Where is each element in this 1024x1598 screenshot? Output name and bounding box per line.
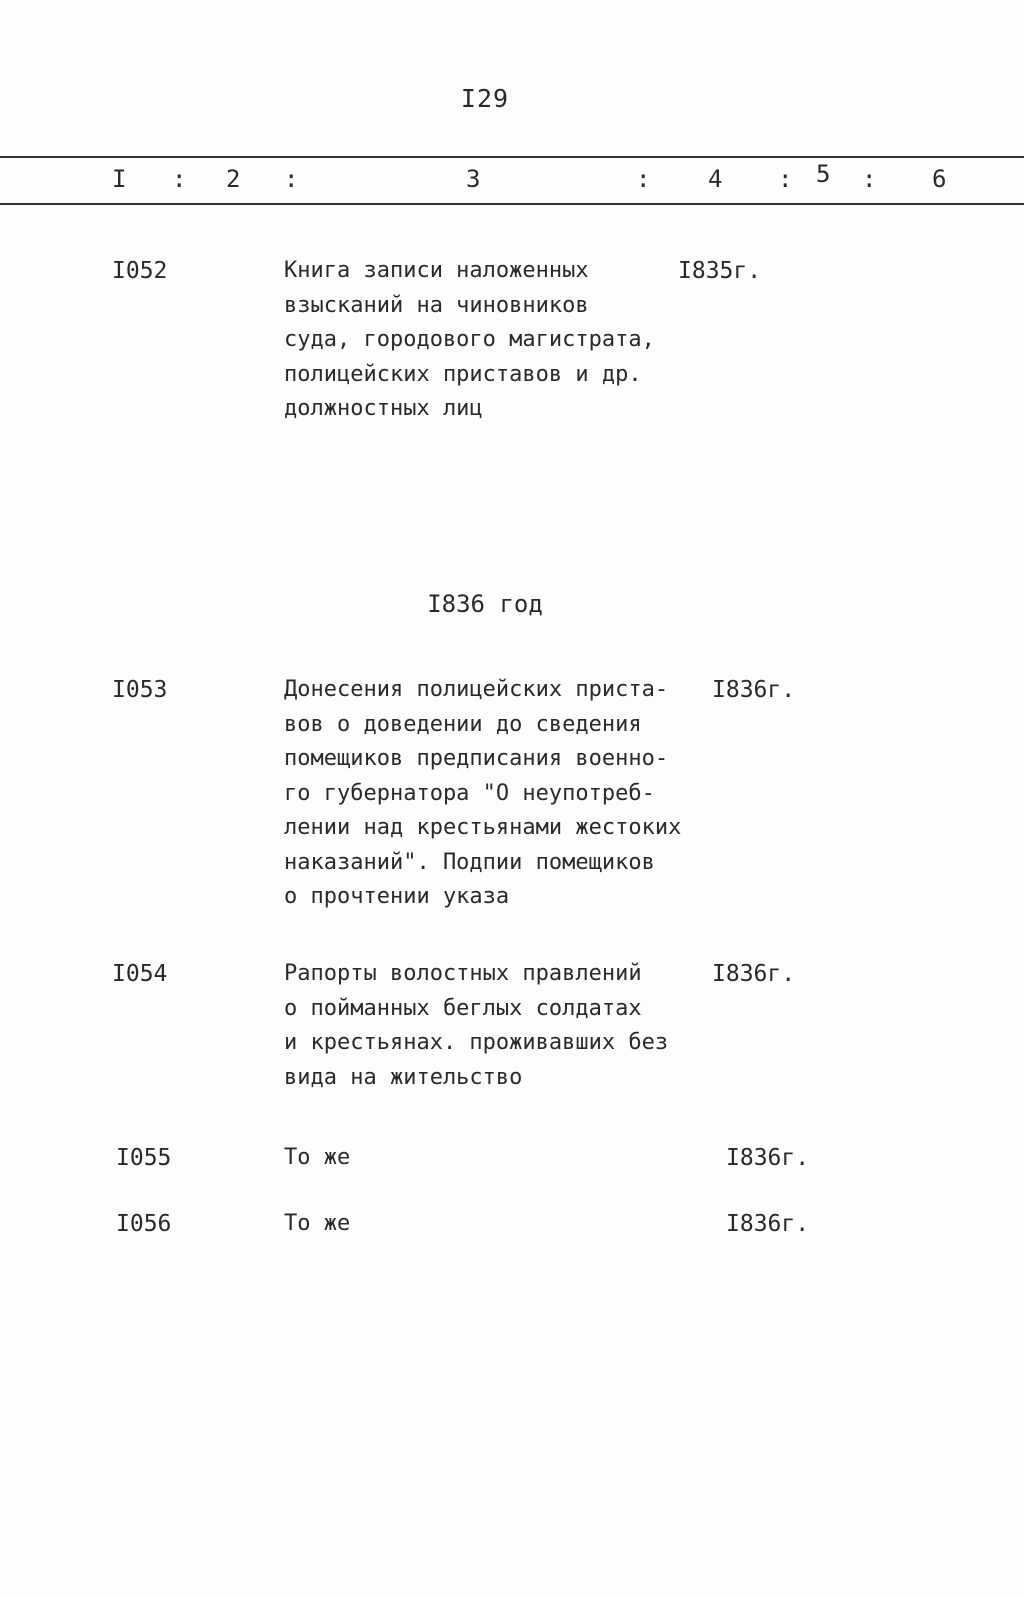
entry-number: I055 xyxy=(116,1145,172,1171)
column-header-1: I xyxy=(112,165,127,193)
entry-number: I056 xyxy=(116,1211,172,1237)
table-header-top-rule xyxy=(0,156,1024,158)
entry-number: I053 xyxy=(112,677,168,703)
entry-year: I835г. xyxy=(678,258,762,284)
entry-description: То же xyxy=(284,1145,351,1170)
entry-description: То же xyxy=(284,1211,351,1236)
column-separator: : xyxy=(778,165,793,193)
entry-year: I836г. xyxy=(712,961,796,987)
column-separator: : xyxy=(862,165,877,193)
column-header-row xyxy=(0,160,1024,197)
column-header-6: 6 xyxy=(932,165,947,193)
column-separator: : xyxy=(284,165,299,193)
column-separator: : xyxy=(172,165,187,193)
entry-number: I052 xyxy=(112,258,168,284)
section-heading-year: I836 год xyxy=(427,590,543,618)
table-header-bottom-rule xyxy=(0,203,1024,205)
entry-year: I836г. xyxy=(726,1211,810,1237)
entry-number: I054 xyxy=(112,961,168,987)
column-header-3: 3 xyxy=(466,165,481,193)
column-header-4: 4 xyxy=(708,165,723,193)
entry-description: Книга записи наложенных взысканий на чиновников суда, городового магистрата, полицейских приставов и др. должностных лиц xyxy=(284,258,655,421)
entry-description: Донесения полицейских приста- вов о доведении до сведения помещиков предписания военно- го губернатора "О неупотреб- лении над крестьянами жестоких наказаний". Подпии помещиков о прочтении указа xyxy=(284,677,682,909)
column-header-5: 5 xyxy=(816,160,831,188)
page-number: I29 xyxy=(460,84,510,113)
column-header-2: 2 xyxy=(226,165,241,193)
column-separator: : xyxy=(636,165,651,193)
entry-description: Рапорты волостных правлений о пойманных беглых солдатах и крестьянах. проживавших без вида на жительство xyxy=(284,961,669,1090)
entry-year: I836г. xyxy=(726,1145,810,1171)
entry-year: I836г. xyxy=(712,677,796,703)
